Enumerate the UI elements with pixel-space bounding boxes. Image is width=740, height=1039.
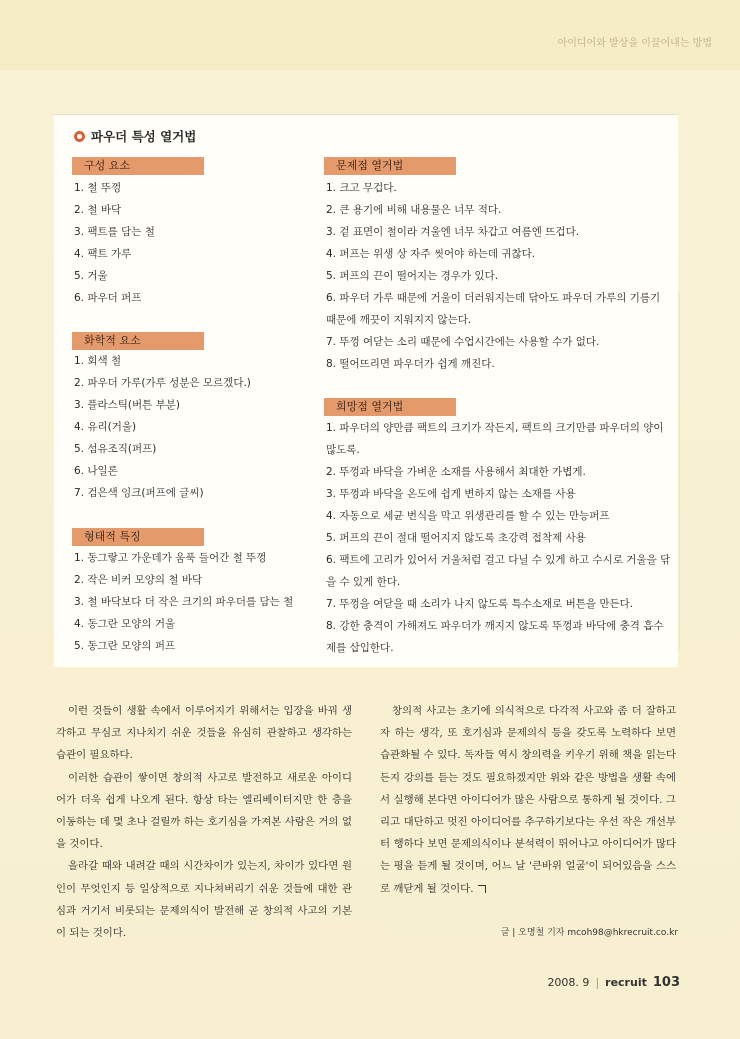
list-item: 6. 팩트에 고리가 있어서 거울처럼 걸고 다닐 수 있게 하고 수시로 거울을 닦을 수 있게 한다. xyxy=(326,554,671,588)
list-item: 3. 팩트를 담는 철 xyxy=(74,226,155,238)
problems-label: 문제점 열거법 xyxy=(324,157,456,175)
end-mark-icon xyxy=(478,885,486,893)
list-item: 4. 동그란 모양의 거울 xyxy=(74,618,176,630)
folio-page-number: 103 xyxy=(652,975,680,990)
list-item: 3. 플라스틱(버튼 부분) xyxy=(74,399,181,411)
chemical-list xyxy=(74,350,314,504)
folio-date: 2008. 9 xyxy=(547,976,590,989)
body-paragraph: 이러한 습관이 쌓이면 창의적 사고로 발전하고 새로운 아이디어가 더욱 쉽게 나오게 된다. 항상 타는 엘리베이터지만 한 층을 이동하는 데 몇 초나 걸릴까 하는 호기심을 가져본 사람은 거의 없을 것이다. xyxy=(56,771,352,851)
list-item: 5. 거울 xyxy=(74,270,108,282)
folio-magazine: recruit xyxy=(605,976,647,989)
body-paragraph: 이런 것들이 생활 속에서 이루어지기 위해서는 입장을 바꿔 생각하고 무심코 지나치기 쉬운 것들을 유심히 관찰하고 생각하는 습관이 필요하다. xyxy=(56,705,352,762)
box-title xyxy=(74,127,196,145)
body-paragraph: 올라갈 때와 내려갈 때의 시간차이가 있는지, 차이가 있다면 원인이 무엇인지 등 일상적으로 지나쳐버리기 쉬운 것들에 대한 관심과 거기서 비롯되는 문제의식이 발전해 곧 창의적 사고의 기본이 되는 것이다. xyxy=(56,860,352,940)
components-label: 구성 요소 xyxy=(72,157,204,175)
byline: 글 | 오명철 기자 mcoh98@hkrecruit.co.kr xyxy=(500,928,678,938)
list-item: 8. 강한 충격이 가해져도 파우더가 깨지지 않도록 뚜껑과 바닥에 충격 흡수제를 삽입한다. xyxy=(326,620,664,654)
body-paragraph-text: 창의적 사고는 초기에 의식적으로 다각적 사고와 좀 더 잘하고자 하는 생각, 또 호기심과 문제의식 등을 갖도록 노력하다 보면 습관화될 수 있다. 독자들 역시 창의력을 키우기 위해 책을 읽는다든지 강의를 듣는 것도 필요하겠지만 위와 같은 방법을 생활 속에서 실행해 본다면 아이디어가 많은 사람으로 통하게 될 것이다. 그리고 대단하고 멋진 아이디어를 추구하기보다는 우선 작은 개선부터 행하다 보면 문제의식이나 분석력이 뛰어나고 아이디어가 많다는 평을 듣게 될 것이며, 어느 날 '큰바위 얼굴'이 되어있음을 스스로 깨닫게 될 것이다. xyxy=(380,705,676,895)
components-list xyxy=(74,177,314,309)
list-item: 2. 철 바닥 xyxy=(74,204,122,216)
list-item: 6. 파우더 가루 때문에 거울이 더러워지는데 닦아도 파우더 가루의 기름기 때문에 깨끗이 지워지지 않는다. xyxy=(326,292,661,326)
list-item: 1. 철 뚜껑 xyxy=(74,182,122,194)
chemical-label: 화학적 요소 xyxy=(72,332,204,350)
box-title-text: 파우더 특성 열거법 xyxy=(91,129,197,144)
list-item: 5. 퍼프의 끈이 절대 떨어지지 않도록 초강력 접착제 사용 xyxy=(326,532,586,544)
list-item: 4. 자동으로 세균 번식을 막고 위생관리를 할 수 있는 만능퍼프 xyxy=(326,510,610,522)
list-item: 1. 회색 철 xyxy=(74,355,122,367)
bullet-circle-icon xyxy=(74,131,85,142)
list-item: 2. 작은 비커 모양의 철 바닥 xyxy=(74,574,203,586)
list-item: 3. 뚜껑과 바닥을 온도에 쉽게 변하지 않는 소재를 사용 xyxy=(326,488,576,500)
list-item: 5. 퍼프의 끈이 떨어지는 경우가 있다. xyxy=(326,270,499,282)
list-item: 6. 파우더 퍼프 xyxy=(74,292,142,304)
list-item: 2. 큰 용기에 비해 내용물은 너무 적다. xyxy=(326,204,502,216)
list-item: 6. 나일론 xyxy=(74,465,118,477)
list-item: 5. 섬유조직(퍼프) xyxy=(74,443,157,455)
list-item: 5. 동그란 모양의 퍼프 xyxy=(74,640,176,652)
ghost-header-text: 아이디어와 발상을 이끌어내는 방법 xyxy=(557,38,712,49)
list-item: 4. 팩트 가루 xyxy=(74,248,132,260)
list-item: 4. 퍼프는 위생 상 자주 씻어야 하는데 귀찮다. xyxy=(326,248,536,260)
list-item: 1. 동그랗고 가운데가 움푹 들어간 철 뚜껑 xyxy=(74,552,267,564)
body-left-column xyxy=(56,700,352,944)
hopes-list xyxy=(326,417,671,659)
list-item: 2. 뚜껑과 바닥을 가벼운 소재를 사용해서 최대한 가볍게. xyxy=(326,466,586,478)
list-item: 8. 떨어뜨리면 파우더가 쉽게 깨진다. xyxy=(326,358,495,370)
hopes-label: 희망점 열거법 xyxy=(324,398,456,416)
body-right-column xyxy=(380,700,676,900)
list-item: 7. 뚜껑을 여닫을 때 소리가 나지 않도록 특수소재로 버튼을 만든다. xyxy=(326,598,634,610)
form-list xyxy=(74,547,324,657)
list-item: 4. 유리(거울) xyxy=(74,421,137,433)
folio xyxy=(547,975,680,990)
body-paragraph xyxy=(380,700,676,900)
list-item: 3. 겉 표면이 철이라 겨울엔 너무 차갑고 여름엔 뜨겁다. xyxy=(326,226,580,238)
form-label: 형태적 특징 xyxy=(72,528,204,546)
powder-feature-box xyxy=(54,114,678,667)
list-item: 1. 크고 무겁다. xyxy=(326,182,397,194)
list-item: 2. 파우더 가루(가루 성분은 모르겠다.) xyxy=(74,377,251,389)
problems-list xyxy=(326,177,671,375)
folio-separator: | xyxy=(595,976,600,989)
list-item: 1. 파우더의 양만큼 팩트의 크기가 작든지, 팩트의 크기만큼 파우더의 양이 많도록. xyxy=(326,422,664,456)
list-item: 7. 뚜껑 여닫는 소리 때문에 수업시간에는 사용할 수가 없다. xyxy=(326,336,600,348)
list-item: 3. 철 바닥보다 더 작은 크기의 파우더를 담는 철 xyxy=(74,596,294,608)
list-item: 7. 검은색 잉크(퍼프에 글씨) xyxy=(74,487,204,499)
